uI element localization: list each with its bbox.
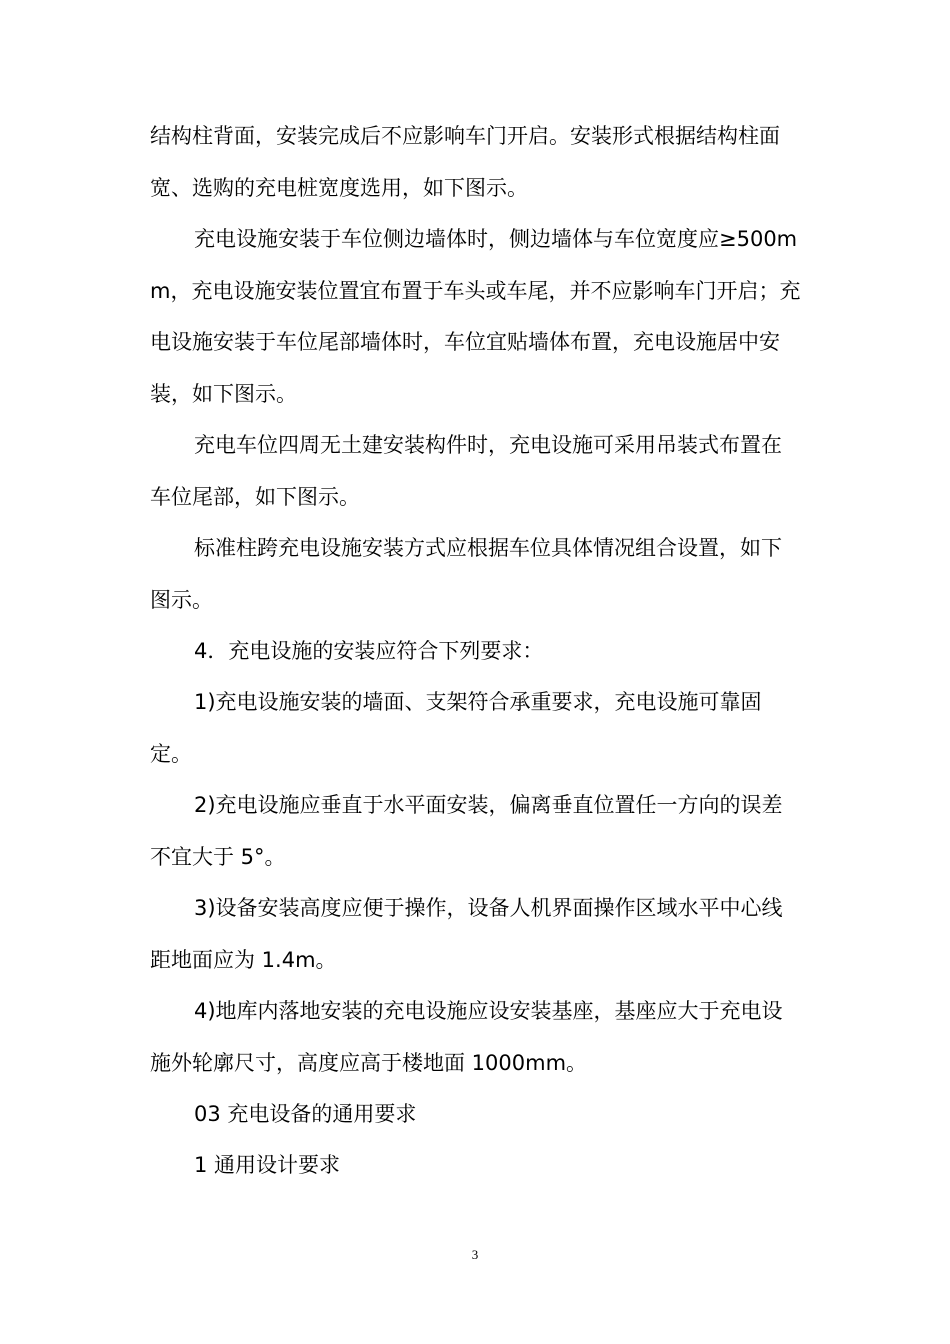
paragraph-side-wall-install: 充电设施安装于车位侧边墙体时，侧边墙体与车位宽度应≥500mm，充电设施安装位置宜布置于车头或车尾，并不应影响车门开启；充电设施安装于车位尾部墙体时，车位宜贴墙体布置，充电设施居中安装，如下图示。 [150, 227, 801, 406]
page-number: 3 [471, 1247, 479, 1262]
section-heading-general-requirements: 03 充电设备的通用要求 [194, 1102, 417, 1126]
requirement-item-1: 1)充电设施安装的墙面、支架符合承重要求，充电设施可靠固定。 [150, 690, 762, 766]
paragraph-hanging-install: 充电车位四周无土建安装构件时，充电设施可采用吊装式布置在车位尾部，如下图示。 [150, 433, 782, 509]
paragraph-structural-column: 结构柱背面，安装完成后不应影响车门开启。安装形式根据结构柱面宽、选购的充电桩宽度选用，如下图示。 [150, 124, 780, 200]
paragraph-requirements-heading: 4．充电设施的安装应符合下列要求： [194, 639, 544, 663]
requirement-item-2: 2)充电设施应垂直于水平面安装，偏离垂直位置任一方向的误差不宜大于 5°。 [150, 793, 783, 869]
requirement-item-4: 4)地库内落地安装的充电设施应设安装基座，基座应大于充电设施外轮廓尺寸，高度应高于楼地面 1000mm。 [150, 999, 783, 1075]
paragraph-standard-span: 标准柱跨充电设施安装方式应根据车位具体情况组合设置，如下图示。 [150, 536, 782, 612]
requirement-item-3: 3)设备安装高度应便于操作，设备人机界面操作区域水平中心线距地面应为 1.4m。 [150, 896, 783, 972]
subsection-heading-design-requirements: 1 通用设计要求 [194, 1153, 341, 1177]
